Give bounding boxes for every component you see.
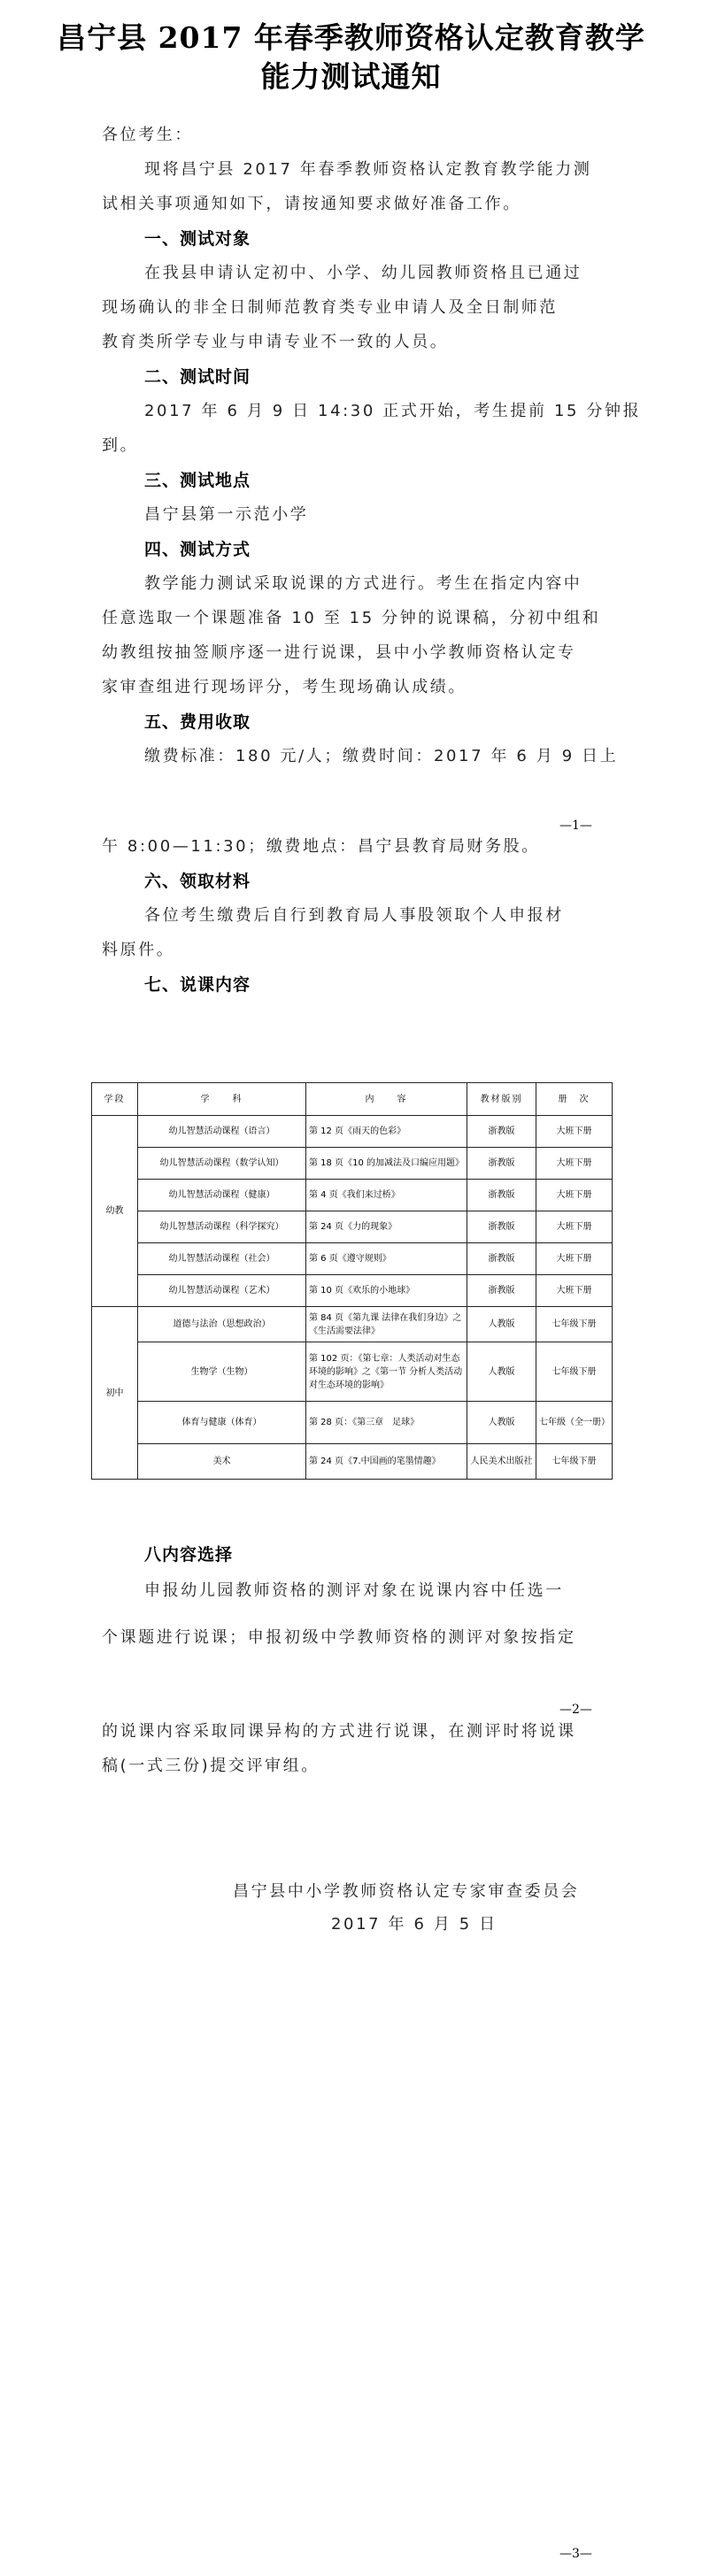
volume-cell: 大班下册 bbox=[536, 1243, 613, 1275]
content-cell: 第 4 页《我们来过桥》 bbox=[306, 1180, 467, 1211]
section-heading-targets: 一、测试对象 bbox=[144, 229, 251, 249]
header-volume: 册 次 bbox=[536, 1083, 613, 1116]
lesson-content-table bbox=[91, 1082, 613, 1480]
section-text-line: 缴费标准：180 元/人；缴费时间：2017 年 6 月 9 日上 bbox=[144, 747, 619, 765]
section-text-line: 各位考生缴费后自行到教育局人事股领取个人申报材 bbox=[144, 906, 564, 925]
section-text-line: 2017 年 6 月 9 日 14:30 正式开始，考生提前 15 分钟报 bbox=[144, 402, 642, 420]
content-cell: 第 28 页：《第三章 足球》 bbox=[306, 1402, 467, 1444]
edition-cell: 人教版 bbox=[467, 1402, 536, 1444]
header-stage: 学段 bbox=[92, 1083, 138, 1116]
table-header-row bbox=[92, 1083, 613, 1116]
table-row bbox=[92, 1307, 613, 1342]
subject-cell: 幼儿智慧活动课程（语言） bbox=[138, 1116, 306, 1148]
table-row bbox=[92, 1275, 613, 1307]
volume-cell: 大班下册 bbox=[536, 1180, 613, 1211]
content-cell: 第 84 页《第九课 法律在我们身边》之《生活需要法律》 bbox=[306, 1307, 467, 1342]
table-row bbox=[92, 1243, 613, 1275]
section-text-line: 教学能力测试采取说课的方式进行。考生在指定内容中 bbox=[144, 574, 582, 593]
section-heading-time: 二、测试时间 bbox=[144, 367, 251, 387]
table-row bbox=[92, 1116, 613, 1148]
intro-line: 现将昌宁县 2017 年春季教师资格认定教育教学能力测 bbox=[144, 160, 592, 179]
page-number: —2— bbox=[559, 1703, 592, 1717]
content-cell: 第 24 页《7.中国画的笔墨情趣》 bbox=[306, 1444, 467, 1480]
section-text-line: 现场确认的非全日制师范教育类专业申请人及全日制师范 bbox=[102, 298, 558, 317]
section-text-line: 家审查组进行现场评分，考生现场确认成绩。 bbox=[102, 678, 467, 696]
stage-cell-junior: 初中 bbox=[92, 1307, 138, 1480]
section-text-line: 昌宁县第一示范小学 bbox=[144, 505, 309, 524]
subject-cell: 幼儿智慧活动课程（健康） bbox=[138, 1180, 306, 1211]
section-text-line: 的说课内容采取同课异构的方式进行说课，在测评时将说课 bbox=[102, 1722, 576, 1741]
section-text-line: 个课题进行说课；申报初级中学教师资格的测评对象按指定 bbox=[102, 1628, 576, 1647]
section-text-line: 幼教组按抽签顺序逐一进行说课，县中小学教师资格认定专 bbox=[102, 643, 576, 662]
section-heading-materials: 六、领取材料 bbox=[144, 872, 251, 891]
volume-cell: 大班下册 bbox=[536, 1148, 613, 1180]
section-text-line: 稿(一式三份)提交评审组。 bbox=[102, 1757, 320, 1775]
subject-cell: 道德与法治（思想政治） bbox=[138, 1307, 306, 1342]
edition-cell: 浙教版 bbox=[467, 1243, 536, 1275]
intro-line: 试相关事项通知如下，请按通知要求做好准备工作。 bbox=[102, 195, 521, 213]
section-text-line: 到。 bbox=[102, 436, 139, 455]
document-title-line-1: 昌宁县 2017 年春季教师资格认定教育教学 bbox=[57, 20, 645, 55]
header-content: 内 容 bbox=[306, 1083, 467, 1116]
subject-cell: 生物学（生物） bbox=[138, 1342, 306, 1402]
edition-cell: 浙教版 bbox=[467, 1211, 536, 1243]
edition-cell: 浙教版 bbox=[467, 1116, 536, 1148]
section-heading-lesson-content: 七、说课内容 bbox=[144, 975, 251, 995]
section-text-line: 午 8:00—11:30；缴费地点：昌宁县教育局财务股。 bbox=[102, 837, 540, 856]
edition-cell: 浙教版 bbox=[467, 1275, 536, 1307]
subject-cell: 美术 bbox=[138, 1444, 306, 1480]
section-text-line: 料原件。 bbox=[102, 941, 175, 959]
volume-cell: 七年级下册 bbox=[536, 1444, 613, 1480]
content-cell: 第 18 页《10 的加减法及口编应用题》 bbox=[306, 1148, 467, 1180]
section-text-line: 任意选取一个课题准备 10 至 15 分钟的说课稿，分初中组和 bbox=[102, 609, 601, 627]
subject-cell: 幼儿智慧活动课程（艺术） bbox=[138, 1275, 306, 1307]
volume-cell: 大班下册 bbox=[536, 1275, 613, 1307]
section-text-line: 在我县申请认定初中、小学、幼儿园教师资格且已通过 bbox=[144, 264, 582, 282]
section-text-line: 教育类所学专业与申请专业不一致的人员。 bbox=[102, 333, 449, 351]
subject-cell: 幼儿智慧活动课程（科学探究） bbox=[138, 1211, 306, 1243]
subject-cell: 幼儿智慧活动课程（数学认知） bbox=[138, 1148, 306, 1180]
table-row bbox=[92, 1180, 613, 1211]
content-cell: 第 10 页《欢乐的小地球》 bbox=[306, 1275, 467, 1307]
signature-date: 2017 年 6 月 5 日 bbox=[331, 1915, 498, 1934]
salutation: 各位考生： bbox=[102, 126, 193, 144]
header-edition: 教材版别 bbox=[467, 1083, 536, 1116]
document-title-line-2: 能力测试通知 bbox=[260, 59, 442, 94]
volume-cell: 七年级下册 bbox=[536, 1307, 613, 1342]
header-subject: 学 科 bbox=[138, 1083, 306, 1116]
table-row bbox=[92, 1148, 613, 1180]
subject-cell: 体育与健康（体育） bbox=[138, 1402, 306, 1444]
table-row bbox=[92, 1342, 613, 1402]
page-number: —1— bbox=[559, 819, 592, 833]
section-heading-method: 四、测试方式 bbox=[144, 540, 251, 559]
subject-cell: 幼儿智慧活动课程（社会） bbox=[138, 1243, 306, 1275]
edition-cell: 人教版 bbox=[467, 1342, 536, 1402]
content-cell: 第 102 页：《第七章：人类活动对生态环境的影响》之《第一节 分析人类活动对生态环境的影响》 bbox=[306, 1342, 467, 1402]
edition-cell: 浙教版 bbox=[467, 1148, 536, 1180]
section-text-line: 申报幼儿园教师资格的测评对象在说课内容中任选一 bbox=[144, 1581, 564, 1600]
stage-cell-kindergarten: 幼教 bbox=[92, 1116, 138, 1307]
volume-cell: 七年级（全一册） bbox=[536, 1402, 613, 1444]
edition-cell: 浙教版 bbox=[467, 1180, 536, 1211]
section-heading-content-selection: 八内容选择 bbox=[144, 1545, 234, 1565]
volume-cell: 七年级下册 bbox=[536, 1342, 613, 1402]
signature-organization: 昌宁县中小学教师资格认定专家审查委员会 bbox=[233, 1882, 580, 1901]
edition-cell: 人民美术出版社 bbox=[467, 1444, 536, 1480]
content-cell: 第 6 页《遵守规则》 bbox=[306, 1243, 467, 1275]
volume-cell: 大班下册 bbox=[536, 1116, 613, 1148]
content-cell: 第 12 页《雨天的色彩》 bbox=[306, 1116, 467, 1148]
table-row bbox=[92, 1402, 613, 1444]
section-heading-location: 三、测试地点 bbox=[144, 471, 251, 490]
page-number: —3— bbox=[559, 2547, 592, 2561]
section-heading-fees: 五、费用收取 bbox=[144, 712, 251, 732]
content-cell: 第 24 页《力的现象》 bbox=[306, 1211, 467, 1243]
table-row bbox=[92, 1211, 613, 1243]
volume-cell: 大班下册 bbox=[536, 1211, 613, 1243]
edition-cell: 人教版 bbox=[467, 1307, 536, 1342]
table-row bbox=[92, 1444, 613, 1480]
